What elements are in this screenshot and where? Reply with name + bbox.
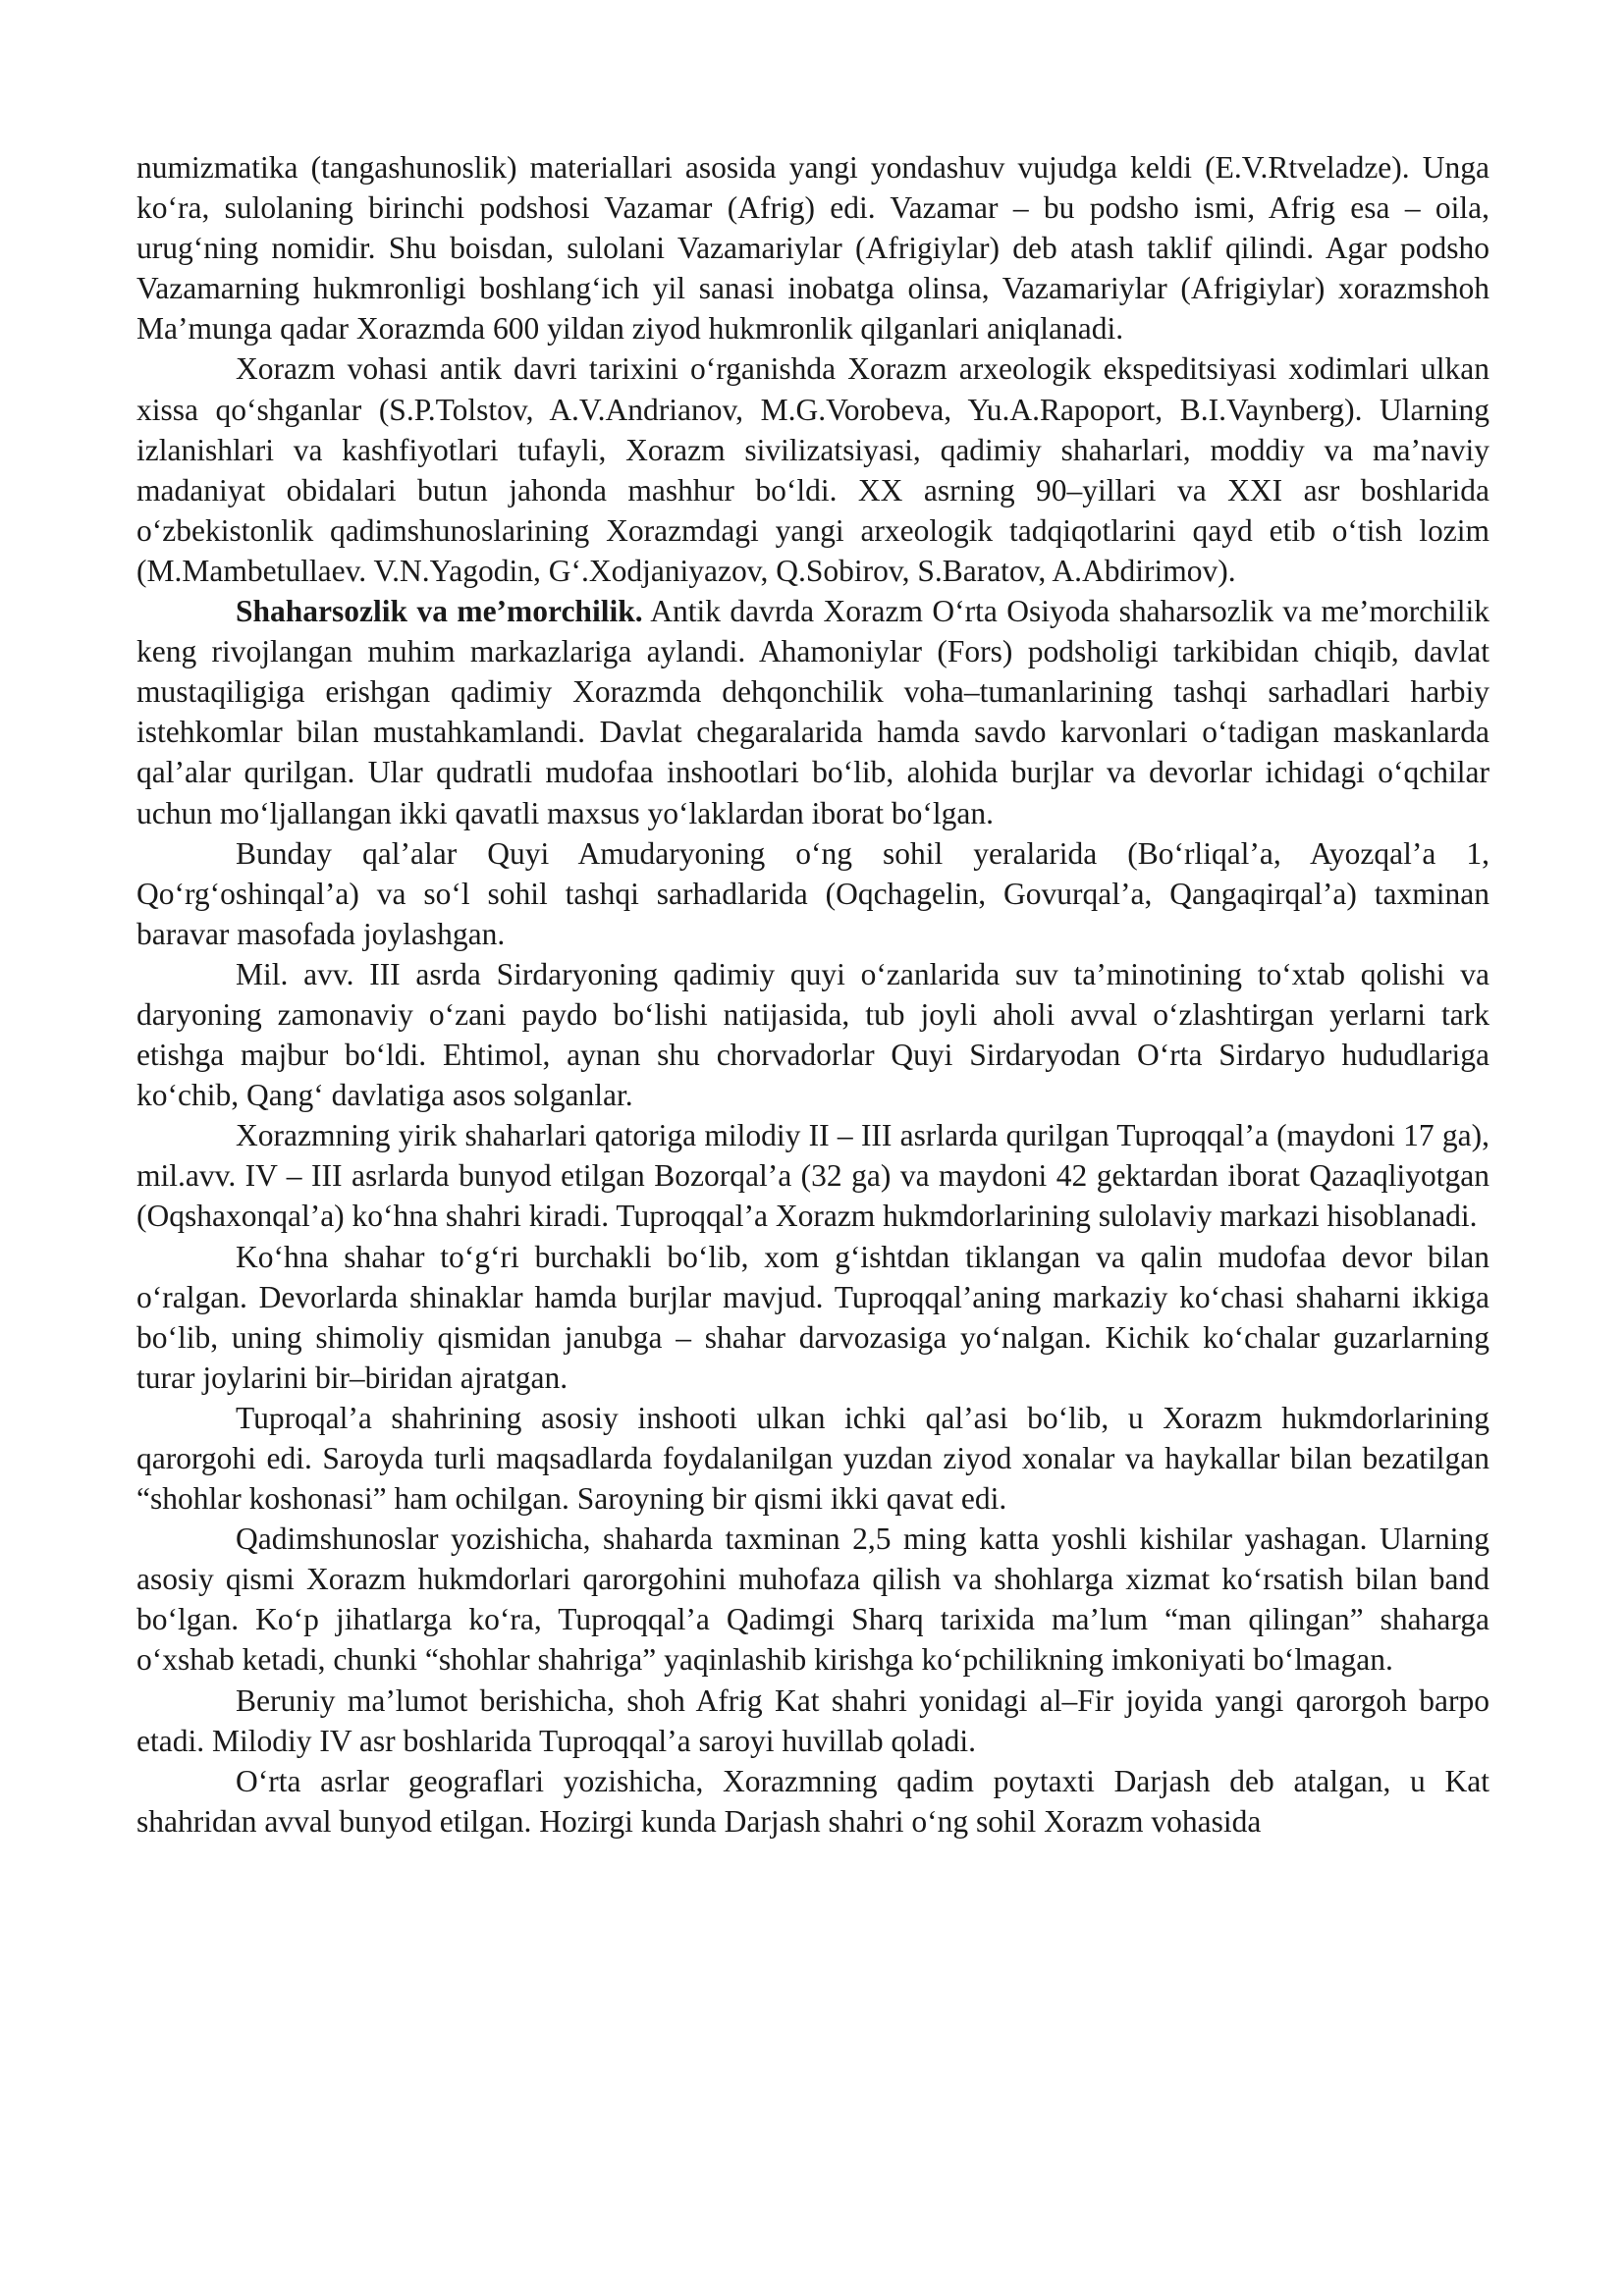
paragraph-numizmatika: numizmatika (tangashunoslik) materiallari asosida yangi yondashuv vujudga keldi (E.V.Rtveladze). Unga ko‘ra, sulolaning birinchi podshosi Vazamar (Afrig) edi. Vazamar – bu podsho ismi, Afrig esa – oila, urug‘ning nomidir. Shu boisdan, sulolani Vazamariylar (Afrigiylar) deb atash taklif qilindi. Agar podsho Vazamarning hukmronligi boshlang‘ich yil sanasi inobatga olinsa, Vazamariylar (Afrigiylar) xorazmshoh Ma’munga qadar Xorazmda 600 yildan ziyod hukmronlik qilganlari aniqlanadi. [136, 150, 1489, 347]
paragraph-arxeologik-ekspeditsiya: Xorazm vohasi antik davri tarixini o‘rganishda Xorazm arxeologik ekspeditsiyasi xodimlari ulkan xissa qo‘shganlar (S.P.Tolstov, A.V.Andrianov, M.G.Vorobeva, Yu.A.Rapoport, B.I.Vaynberg). Ularning izlanishlari va kashfiyotlari tufayli, Xorazm sivilizatsiyasi, qadimiy shaharlari, moddiy va ma’naviy madaniyat obidalari butun jahonda mashhur bo‘ldi. XX asrning 90–yillari va XXI asr boshlarida o‘zbekistonlik qadimshunoslarining Xorazmdagi yangi arxeologik tadqiqotlarini qayd etib o‘tish lozim (M.Mambetullaev. V.N.Yagodin, G‘.Xodjaniyazov, Q.Sobirov, S.Baratov, A.Abdirimov). [136, 351, 1489, 588]
document-page [136, 147, 1489, 1842]
paragraph-qadimshunoslar: Qadimshunoslar yozishicha, shaharda taxminan 2,5 ming katta yoshli kishilar yashagan. Ularning asosiy qismi Xorazm hukmdorlari qarorgohini muhofaza qilish va shohlarga xizmat ko‘rsatish bilan band bo‘lgan. Ko‘p jihatlarga ko‘ra, Tuproqqal’a Qadimgi Sharq tarixida ma’lum “man qilingan” shaharga o‘xshab ketadi, chunki “shohlar shahriga” yaqinlashib kirishga ko‘pchilikning imkoniyati bo‘lmagan. [136, 1522, 1489, 1678]
paragraph-yirik-shaharlar: Xorazmning yirik shaharlari qatoriga milodiy II – III asrlarda qurilgan Tuproqqal’a (maydoni 17 ga), mil.avv. IV – III asrlarda bunyod etilgan Bozorqal’a (32 ga) va maydoni 42 gektardan iborat Qazaqliyotgan (Oqshaxonqal’a) ko‘hna shahri kiradi. Tuproqqal’a Xorazm hukmdorlarining sulolaviy markazi hisoblanadi. [136, 1118, 1489, 1234]
section-heading: Shaharsozlik va me’morchilik. [236, 594, 643, 629]
paragraph-tuproqqala: Tuproqal’a shahrining asosiy inshooti ulkan ichki qal’asi bo‘lib, u Xorazm hukmdorlarining qarorgohi edi. Saroyda turli maqsadlarda foydalanilgan yuzdan ziyod xonalar va haykallar bilan bezatilgan “shohlar koshonasi” ham ochilgan. Saroyning bir qismi ikki qavat edi. [136, 1400, 1489, 1517]
paragraph-beruniy: Beruniy ma’lumot berishicha, shoh Afrig Kat shahri yonidagi al–Fir joyida yangi qarorgoh barpo etadi. Milodiy IV asr boshlarida Tuproqqal’a saroyi huvillab qoladi. [136, 1682, 1489, 1758]
paragraph-kohna-shahar: Ko‘hna shahar to‘g‘ri burchakli bo‘lib, xom g‘ishtdan tiklangan va qalin mudofaa devor bilan o‘ralgan. Devorlarda shinaklar hamda burjlar mavjud. Tuproqqal’aning markaziy ko‘chasi shaharni ikkiga bo‘lib, uning shimoliy qismidan janubga – shahar darvozasiga yo‘nalgan. Kichik ko‘chalar guzarlarning turar joylarini bir–biridan ajratgan. [136, 1239, 1489, 1395]
paragraph-shaharsozlik-text: Antik davrda Xorazm O‘rta Osiyoda shaharsozlik va me’morchilik keng rivojlangan muhim markazlariga aylandi. Ahamoniylar (Fors) podsholigi tarkibidan chiqib, davlat mustaqiligiga erishgan qadimiy Xorazmda dehqonchilik voha–tumanlarining tashqi sarhadlari harbiy istehkomlar bilan mustahkamlandi. Davlat chegaralarida hamda savdo karvonlari o‘tadigan maskanlarda qal’alar qurilgan. Ular qudratli mudofaa inshootlari bo‘lib, alohida burjlar va devorlar ichidagi o‘qchilar uchun mo‘ljallangan ikki qavatli maxsus yo‘laklardan iborat bo‘lgan. [136, 594, 1490, 830]
paragraph-qalalar: Bunday qal’alar Quyi Amudaryoning o‘ng sohil yeralarida (Bo‘rliqal’a, Ayozqal’a 1, Qo‘rg‘oshinqal’a) va so‘l sohil tashqi sarhadlarida (Oqchagelin, Govurqal’a, Qangaqirqal’a) taxminan baravar masofada joylashgan. [136, 835, 1489, 951]
paragraph-shaharsozlik [136, 591, 1489, 833]
paragraph-darjash: O‘rta asrlar geograflari yozishicha, Xorazmning qadim poytaxti Darjash deb atalgan, u Kat shahridan avval bunyod etilgan. Hozirgi kunda Darjash shahri o‘ng sohil Xorazm vohasida [136, 1763, 1489, 1839]
paragraph-sirdaryo: Mil. avv. III asrda Sirdaryoning qadimiy quyi o‘zanlarida suv ta’minotining to‘xtab qolishi va daryoning zamonaviy o‘zani paydo bo‘lishi natijasida, tub joyli aholi avval o‘zlashtirgan yerlarni tark etishga majbur bo‘ldi. Ehtimol, aynan shu chorvadorlar Quyi Sirdaryodan O‘rta Sirdaryo hududlariga ko‘chib, Qang‘ davlatiga asos solganlar. [136, 956, 1489, 1113]
